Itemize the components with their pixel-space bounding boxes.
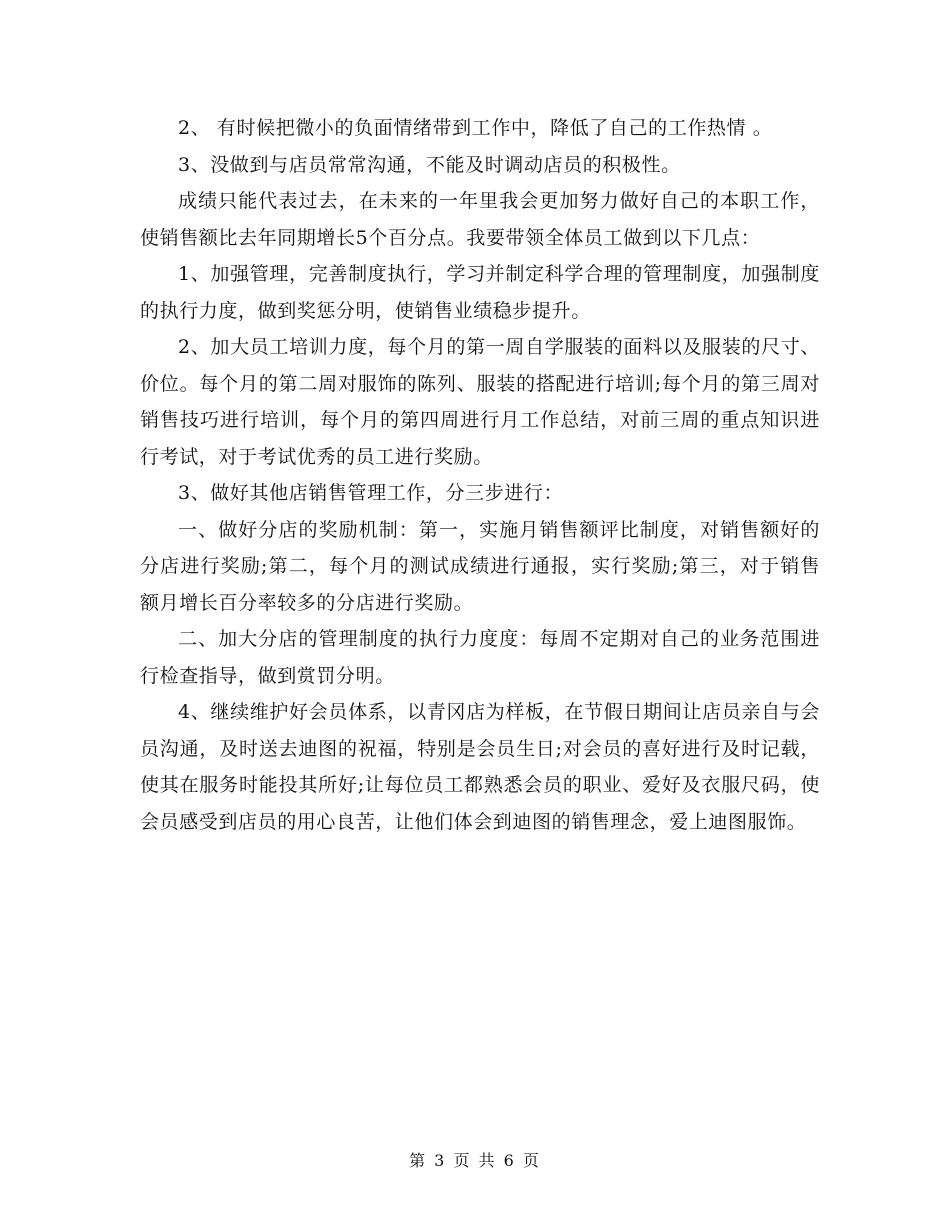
paragraph-plan-3: 3、做好其他店销售管理工作，分三步进行： <box>178 482 564 504</box>
paragraph-plan-3-step-2: 二、加大分店的管理制度的执行力度度：每周不定期对自己的业务范围进行检查指导，做到赏罚分明。 <box>140 628 820 687</box>
document-body <box>140 110 820 840</box>
paragraph-plan-1: 1、加强管理，完善制度执行，学习并制定科学合理的管理制度，加强制度的执行力度，做到奖惩分明，使销售业绩稳步提升。 <box>140 263 820 322</box>
paragraph-plan-2: 2、加大员工培训力度，每个月的第一周自学服装的面料以及服装的尺寸、价位。每个月的第二周对服饰的陈列、服装的搭配进行培训;每个月的第三周对销售技巧进行培训，每个月的第四周进行月工作总结，对前三周的重点知识进行考试，对于考试优秀的员工进行奖励。 <box>140 336 820 468</box>
paragraph-plan-3-step-1: 一、做好分店的奖励机制：第一，实施月销售额评比制度，对销售额好的分店进行奖励;第二，每个月的测试成绩进行通报，实行奖励;第三，对于销售额月增长百分率较多的分店进行奖励。 <box>140 518 820 614</box>
paragraph-item-2: 2、 有时候把微小的负面情绪带到工作中，降低了自己的工作热情 。 <box>178 117 773 139</box>
paragraph-plan-4: 4、继续维护好会员体系，以青冈店为样板，在节假日期间让店员亲自与会员沟通，及时送去迪图的祝福，特别是会员生日;对会员的喜好进行及时记载，使其在服务时能投其所好;让每位员工都熟悉会员的职业、爱好及衣服尺码，使会员感受到店员的用心良苦，让他们体会到迪图的销售理念，爱上迪图服饰。 <box>140 701 820 833</box>
paragraph-future-plan: 成绩只能代表过去，在未来的一年里我会更加努力做好自己的本职工作，使销售额比去年同期增长5个百分点。我要带领全体员工做到以下几点： <box>140 190 820 249</box>
paragraph-item-3: 3、没做到与店员常常沟通，不能及时调动店员的积极性。 <box>178 153 681 176</box>
page-number-footer: 第 3 页 共 6 页 <box>409 1151 541 1170</box>
